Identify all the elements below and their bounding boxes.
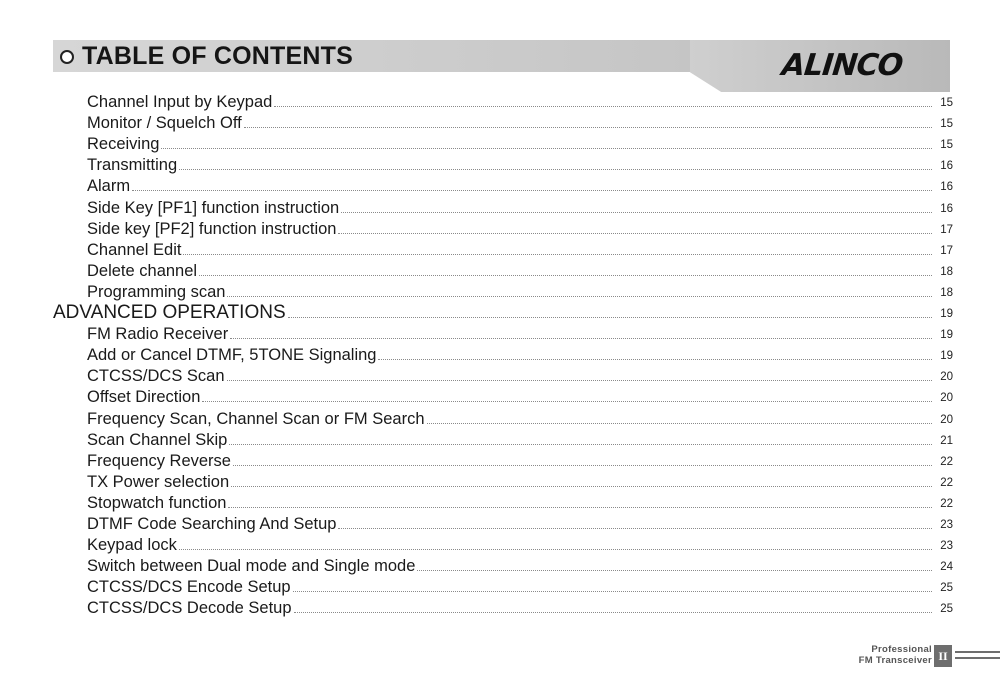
toc-entry-row[interactable] <box>0 175 1000 196</box>
toc-dot-leader <box>338 232 932 234</box>
toc-page-number: 23 <box>940 518 953 531</box>
toc-entry-title: Transmitting <box>87 156 178 175</box>
toc-entry-row[interactable] <box>0 196 1000 217</box>
footer-decoration-lines <box>955 651 1000 663</box>
toc-entry-title: Frequency Reverse <box>87 451 231 470</box>
toc-page-number: 16 <box>940 181 953 194</box>
toc-entry-row[interactable] <box>0 492 1000 513</box>
toc-dot-leader <box>227 295 932 297</box>
toc-page-number: 17 <box>940 223 953 236</box>
toc-entry-row[interactable] <box>0 407 1000 428</box>
toc-dot-leader <box>132 189 932 191</box>
toc-entry-title: Switch between Dual mode and Single mode <box>87 557 416 576</box>
toc-page-number: 16 <box>940 202 953 215</box>
toc-dot-leader <box>229 443 932 445</box>
toc-entry-title: Keypad lock <box>87 536 177 555</box>
toc-entry-title: Receiving <box>87 135 160 154</box>
toc-dot-leader <box>233 464 932 466</box>
toc-entry-row[interactable] <box>0 91 1000 112</box>
toc-dot-leader <box>183 253 932 255</box>
toc-dot-leader <box>293 590 932 592</box>
footer-line-1: Professional <box>871 644 932 655</box>
toc-dot-leader <box>202 400 932 402</box>
toc-dot-leader <box>231 485 932 487</box>
toc-page-number: 19 <box>940 308 953 321</box>
toc-dot-leader <box>161 147 932 149</box>
toc-entry-row[interactable] <box>0 112 1000 133</box>
toc-entry-title: ADVANCED OPERATIONS <box>53 302 286 324</box>
page-marker: II <box>934 645 952 667</box>
toc-dot-leader <box>179 168 932 170</box>
toc-dot-leader <box>274 105 932 107</box>
toc-page-number: 15 <box>940 118 953 131</box>
toc-entry-title: Frequency Scan, Channel Scan or FM Search <box>87 409 425 428</box>
toc-entry-row[interactable] <box>0 323 1000 344</box>
toc-entry-title: Monitor / Squelch Off <box>87 114 242 133</box>
toc-page-number: 18 <box>940 265 953 278</box>
toc-page-number: 25 <box>940 603 953 616</box>
toc-entry-row[interactable] <box>0 344 1000 365</box>
toc-entry-title: DTMF Code Searching And Setup <box>87 514 337 533</box>
toc-entry-title: CTCSS/DCS Decode Setup <box>87 599 292 618</box>
table-of-contents <box>0 91 1000 618</box>
toc-entry-row[interactable] <box>0 239 1000 260</box>
footer-caption <box>838 645 932 666</box>
toc-page-number: 20 <box>940 413 953 426</box>
bullet-circle-icon <box>60 50 74 64</box>
toc-dot-leader <box>417 569 932 571</box>
toc-entry-row[interactable] <box>0 450 1000 471</box>
toc-entry-row[interactable] <box>0 154 1000 175</box>
toc-page-number: 17 <box>940 244 953 257</box>
toc-dot-leader <box>378 358 932 360</box>
toc-entry-title: Stopwatch function <box>87 493 227 512</box>
toc-page-number: 20 <box>940 392 953 405</box>
toc-entry-row[interactable] <box>0 133 1000 154</box>
toc-entry-title: Programming scan <box>87 282 226 301</box>
toc-entry-title: Side key [PF2] function instruction <box>87 219 337 238</box>
toc-dot-leader <box>179 548 932 550</box>
brand-logo: ALINCO <box>780 48 904 83</box>
toc-dot-leader <box>230 337 932 339</box>
toc-entry-row[interactable] <box>0 429 1000 450</box>
toc-page-number: 22 <box>940 476 953 489</box>
toc-dot-leader <box>244 126 932 128</box>
toc-page-number: 24 <box>940 561 953 574</box>
toc-entry-title: TX Power selection <box>87 472 230 491</box>
toc-entry-row[interactable] <box>0 218 1000 239</box>
toc-entry-row[interactable] <box>0 386 1000 407</box>
toc-entry-title: Scan Channel Skip <box>87 430 228 449</box>
toc-dot-leader <box>294 611 932 613</box>
toc-section-row[interactable] <box>0 302 1000 323</box>
toc-entry-row[interactable] <box>0 260 1000 281</box>
toc-dot-leader <box>199 274 932 276</box>
toc-entry-title: Channel Edit <box>87 240 182 259</box>
toc-entry-row[interactable] <box>0 281 1000 302</box>
toc-dot-leader <box>228 506 932 508</box>
toc-entry-title: Delete channel <box>87 261 198 280</box>
toc-page-number: 21 <box>940 434 953 447</box>
toc-entry-title: Side Key [PF1] function instruction <box>87 198 340 217</box>
toc-entry-title: Offset Direction <box>87 388 201 407</box>
toc-entry-row[interactable] <box>0 597 1000 618</box>
toc-entry-title: Channel Input by Keypad <box>87 93 273 112</box>
toc-entry-row[interactable] <box>0 513 1000 534</box>
toc-entry-title: CTCSS/DCS Scan <box>87 367 225 386</box>
toc-entry-title: CTCSS/DCS Encode Setup <box>87 578 291 597</box>
toc-page-number: 19 <box>940 329 953 342</box>
toc-entry-row[interactable] <box>0 471 1000 492</box>
toc-page-number: 16 <box>940 160 953 173</box>
toc-entry-row[interactable] <box>0 534 1000 555</box>
toc-page-number: 23 <box>940 540 953 553</box>
toc-dot-leader <box>227 379 932 381</box>
toc-page-number: 19 <box>940 350 953 363</box>
footer-line-2: FM Transceiver <box>858 654 932 666</box>
toc-dot-leader <box>427 422 932 424</box>
toc-dot-leader <box>341 211 932 213</box>
toc-page-number: 18 <box>940 286 953 299</box>
toc-page-number: 25 <box>940 582 953 595</box>
toc-entry-row[interactable] <box>0 576 1000 597</box>
toc-entry-title: FM Radio Receiver <box>87 325 229 344</box>
toc-page-number: 22 <box>940 455 953 468</box>
toc-dot-leader <box>338 527 932 529</box>
toc-dot-leader <box>288 316 932 318</box>
toc-page-number: 15 <box>940 97 953 110</box>
page-title: TABLE OF CONTENTS <box>82 42 353 70</box>
toc-page-number: 20 <box>940 371 953 384</box>
toc-entry-title: Add or Cancel DTMF, 5TONE Signaling <box>87 346 377 365</box>
toc-entry-title: Alarm <box>87 177 131 196</box>
toc-entry-row[interactable] <box>0 365 1000 386</box>
toc-page-number: 22 <box>940 497 953 510</box>
toc-entry-row[interactable] <box>0 555 1000 576</box>
toc-page-number: 15 <box>940 139 953 152</box>
